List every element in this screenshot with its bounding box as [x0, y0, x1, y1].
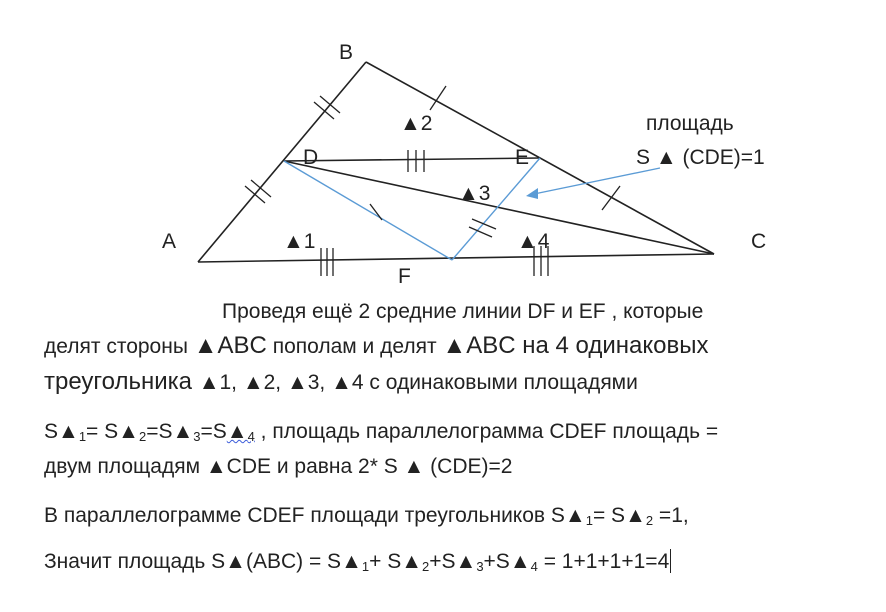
p3-part-a: треугольника [44, 368, 199, 395]
p7-index-2: 2 [422, 559, 430, 574]
p7-part-b: (ABC) = S [245, 550, 342, 573]
p6-index-2: 2 [645, 513, 654, 528]
p6-mid: = S [592, 504, 626, 527]
p4-tri2: ▲ [118, 420, 139, 443]
p4-index-4: 4 [247, 429, 255, 444]
p7-part-d: +S [429, 550, 456, 573]
paragraph-4 [44, 419, 718, 445]
p7-part-c: + S [369, 550, 402, 573]
p7-tri0: ▲ [225, 550, 246, 573]
vertex-c-label: C [751, 230, 767, 253]
triangle-4-label: ▲4 [517, 230, 550, 253]
vertex-b-label: B [339, 41, 354, 64]
paragraph-7[interactable] [44, 549, 671, 575]
triangle-2-label: ▲2 [400, 112, 433, 135]
p4-eq2: =S [146, 420, 173, 443]
p4-tri3: ▲ [172, 420, 194, 443]
p7-index-4: 4 [530, 559, 538, 574]
p7-part-e: +S [483, 550, 510, 573]
midline-de [284, 158, 540, 161]
p2-part-a: делят стороны [44, 335, 194, 358]
vertex-f-label: F [398, 265, 411, 288]
p4-rest: , площадь параллелограмма CDEF площадь = [254, 420, 719, 443]
p2-triangle-abc-1: ▲ABC [193, 332, 267, 359]
triangle-3-label: ▲3 [458, 182, 491, 205]
text-cursor [670, 549, 671, 573]
p7-index-1: 1 [361, 559, 370, 574]
area-note-title: площадь [646, 112, 734, 135]
p4-s1: S [44, 420, 59, 443]
paragraph-1: Проведя ещё 2 средние линии DF и EF , которые [222, 300, 704, 323]
p3-part-c: с одинаковыми площадями [363, 371, 638, 394]
p6-tri1: ▲ [564, 504, 586, 527]
p6-index-1: 1 [585, 513, 593, 528]
paragraph-2 [44, 333, 708, 360]
vertex-e-label: E [515, 146, 530, 169]
p7-tri2: ▲ [401, 550, 422, 573]
p2-part-e: на 4 одинаковых [515, 332, 709, 359]
side-ab [198, 62, 366, 262]
p3-triangles: ▲1, ▲2, ▲3, ▲4 [198, 371, 364, 394]
paragraph-6 [44, 503, 689, 529]
p6-part-a: В параллелограмме CDEF площади треугольников S [44, 504, 565, 527]
p7-index-3: 3 [476, 559, 484, 574]
segment-dc [284, 161, 714, 254]
p4-tri4: ▲ [226, 420, 248, 443]
vertex-d-label: D [303, 146, 319, 169]
p7-part-f: = 1+1+1+1=4 [537, 550, 670, 573]
area-arrow-head [526, 188, 538, 199]
vertex-a-label: A [162, 230, 177, 253]
paragraph-3 [44, 369, 638, 396]
triangle-diagram [0, 0, 886, 300]
p4-index-1: 1 [78, 429, 87, 444]
p7-tri1: ▲ [341, 550, 362, 573]
p7-tri3: ▲ [455, 550, 477, 573]
p4-tri1: ▲ [58, 420, 79, 443]
p4-index-3: 3 [193, 429, 201, 444]
area-note-value: S ▲ (CDE)=1 [636, 146, 765, 169]
p4-eq1: = S [86, 420, 119, 443]
p7-part-a: Значит площадь S [44, 550, 226, 573]
p6-end: =1, [653, 504, 689, 527]
p2-triangle-abc-2: ▲ABC [442, 332, 516, 359]
p4-spellcheck-span [227, 420, 255, 443]
p7-tri4: ▲ [509, 550, 531, 573]
paragraph-5: двум площадям ▲CDE и равна 2* S ▲ (CDE)=2 [44, 455, 513, 478]
triangle-1-label: ▲1 [283, 230, 316, 253]
p4-eq3: =S [200, 420, 227, 443]
p2-part-c: пополам и делят [266, 335, 443, 358]
p4-index-2: 2 [138, 429, 147, 444]
p6-tri2: ▲ [625, 504, 646, 527]
